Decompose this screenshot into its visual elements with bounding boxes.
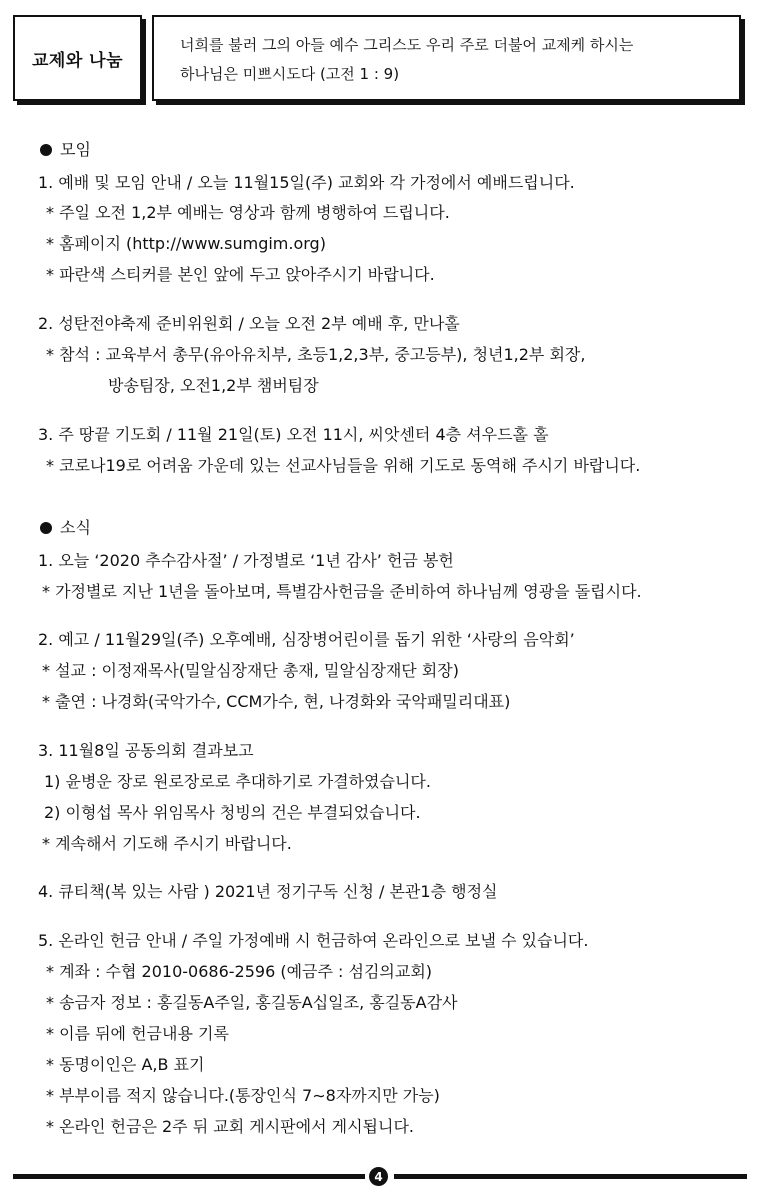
- meeting-line: * 코로나19로 어려움 가운데 있는 선교사님들을 위해 기도로 동역해 주시기 바랍니다.: [46, 456, 641, 475]
- news-line: * 계속해서 기도해 주시기 바랍니다.: [42, 834, 292, 853]
- news-line: * 이름 뒤에 헌금내용 기록: [46, 1024, 229, 1043]
- news-heading: [40, 518, 91, 538]
- meeting-line: * 주일 오전 1,2부 예배는 영상과 함께 병행하여 드립니다.: [46, 203, 450, 222]
- news-line: * 부부이름 적지 않습니다.(통장인식 7∼8자까지만 가능): [46, 1086, 440, 1105]
- meeting-line: 3. 주 땅끝 기도회 / 11월 21일(토) 오전 11시, 씨앗센터 4층 셔우드홀 홀: [38, 425, 549, 444]
- verse-line-1: 너희를 불러 그의 아들 예수 그리스도 우리 주로 더불어 교제케 하시는: [180, 36, 634, 54]
- meeting-heading: [40, 140, 91, 160]
- meeting-line: * 참석 : 교육부서 총무(유아유치부, 초등1,2,3부, 중고등부), 청년1,2부 회장,: [46, 345, 586, 364]
- news-heading-text: 소식: [60, 518, 91, 537]
- news-line: 1. 오늘 ‘2020 추수감사절’ / 가정별로 ‘1년 감사’ 헌금 봉헌: [38, 551, 454, 570]
- footer-rule-left: [13, 1174, 365, 1179]
- bullet-icon: [40, 144, 52, 156]
- news-line: 3. 11월8일 공동의회 결과보고: [38, 741, 254, 760]
- page-number: [369, 1167, 388, 1186]
- section-label: [13, 15, 142, 101]
- news-line: * 계좌 : 수협 2010-0686-2596 (예금주 : 섬김의교회): [46, 962, 433, 981]
- bullet-icon: [40, 522, 52, 534]
- meeting-line: * 홈페이지 (http://www.sumgim.org): [46, 234, 326, 253]
- news-line: 5. 온라인 헌금 안내 / 주일 가정예배 시 헌금하여 온라인으로 보낼 수 있습니다.: [38, 931, 589, 950]
- news-line: * 설교 : 이정재목사(밀알심장재단 총재, 밀알심장재단 회장): [42, 661, 459, 680]
- meeting-line: * 파란색 스티커를 본인 앞에 두고 앉아주시기 바랍니다.: [46, 265, 435, 284]
- news-line: * 온라인 헌금은 2주 뒤 교회 게시판에서 게시됩니다.: [46, 1117, 414, 1136]
- meeting-line: 1. 예배 및 모임 안내 / 오늘 11월15일(주) 교회와 각 가정에서 예배드립니다.: [38, 173, 575, 192]
- news-line: * 송금자 정보 : 홍길동A주일, 홍길동A십일조, 홍길동A감사: [46, 993, 458, 1012]
- news-line: * 동명이인은 A,B 표기: [46, 1055, 205, 1074]
- news-line: 2) 이형섭 목사 위임목사 청빙의 건은 부결되었습니다.: [44, 803, 421, 822]
- meeting-heading-text: 모임: [60, 140, 91, 159]
- footer-rule-right: [394, 1174, 747, 1179]
- news-line: 2. 예고 / 11월29일(주) 오후예배, 심장병어린이를 돕기 위한 ‘사랑의 음악회’: [38, 630, 575, 649]
- page-number-text: 4: [374, 1169, 383, 1184]
- verse-box: [152, 15, 741, 101]
- news-line: 4. 큐티책(복 있는 사람 ) 2021년 정기구독 신청 / 본관1층 행정실: [38, 882, 498, 901]
- meeting-line: 2. 성탄전야축제 준비위원회 / 오늘 오전 2부 예배 후, 만나홀: [38, 314, 460, 333]
- news-line: * 출연 : 나경화(국악가수, CCM가수, 현, 나경화와 국악패밀리대표): [42, 692, 511, 711]
- meeting-line: 방송팀장, 오전1,2부 챔버팀장: [108, 376, 319, 395]
- verse-line-2: 하나님은 미쁘시도다 (고전 1 : 9): [180, 65, 400, 83]
- news-line: 1) 윤병운 장로 원로장로로 추대하기로 가결하였습니다.: [44, 772, 431, 791]
- section-label-text: 교제와 나눔: [31, 50, 124, 71]
- news-line: * 가정별로 지난 1년을 돌아보며, 특별감사헌금을 준비하여 하나님께 영광을 돌립시다.: [42, 582, 642, 601]
